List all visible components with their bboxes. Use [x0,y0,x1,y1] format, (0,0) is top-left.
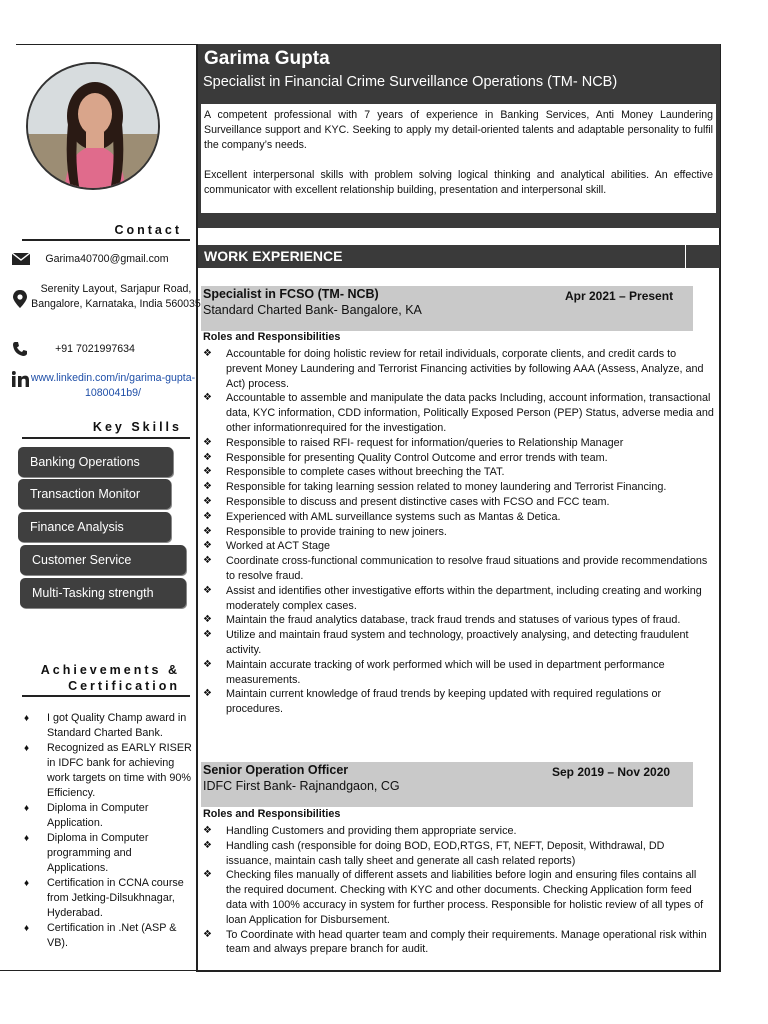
achievements-heading-line1: Achievements & [40,663,180,677]
skill-tag: Banking Operations [18,447,173,477]
list-item: ❖ Maintain accurate tracking of work performed which will be used in department performance measurements. [203,658,715,688]
list-item: ❖ Handling cash (responsible for doing BOD, EOD,RTGS, FT, NEFT, Deposit, Withdrawal, DD issuance, maintain cash tally sheet and generate all cash related reports) [203,839,711,869]
job-responsibilities [203,824,711,957]
list-item: ❖ Handling Customers and providing them appropriate service. [203,824,711,839]
list-item: ❖ Coordinate cross-functional communication to resolve fraud situations and provide recommendations to resolve fraud. [203,554,715,584]
achievement-item: ♦ Certification in .Net (ASP & VB). [20,921,192,951]
summary-paragraph: Excellent interpersonal skills with problem solving logical thinking and analytical abilities. An effective communicator with excellent relationship building, presentation and interpersonal skill. [204,169,713,196]
achievement-item: ♦ Diploma in Computer Application. [20,801,192,831]
contact-email-row [8,252,196,270]
bottom-rule [196,970,721,972]
linkedin-link[interactable]: www.linkedin.com/in/garima-gupta- 1080041b9/ [30,372,196,399]
key-skills-rule [22,437,190,439]
list-item: ❖ To Coordinate with head quarter team and comply their requirements. Manage operational risk within team and always prepare branch for audit. [203,928,711,958]
job-responsibilities [203,347,715,717]
achievements-heading [20,662,180,694]
achievement-item: ♦ Recognized as EARLY RISER in IDFC bank for achieving work targets on time with 90% Efficiency. [20,741,192,801]
list-item: ❖ Responsible for presenting Quality Control Outcome and error trends with team. [203,451,715,466]
list-item: ❖ Maintain current knowledge of fraud trends by keeping updated with required regulations or procedures. [203,687,715,717]
location-pin-icon [12,290,30,308]
summary-box [201,104,716,213]
contact-heading: Contact [114,223,182,237]
candidate-subtitle: Specialist in Financial Crime Surveillance Operations (TM- NCB) [203,74,618,90]
list-item: ❖ Experienced with AML surveillance systems such as Mantas & Detica. [203,510,715,525]
profile-photo [26,62,160,190]
job-company: IDFC First Bank- Rajnandgaon, CG [203,779,400,793]
contact-linkedin-row [8,371,196,403]
summary-paragraph: A competent professional with 7 years of experience in Banking Services, Anti Money Laundering Surveillance support and KYC. Seeking to apply my detail-oriented talents and adaptable personality to fulfil the company’s needs. [204,109,713,151]
skill-tag: Finance Analysis [18,512,171,542]
contact-phone-row [8,341,196,359]
skill-tag: Multi-Tasking strength [20,578,186,608]
achievement-item: ♦ I got Quality Champ award in Standard Charted Bank. [20,711,192,741]
list-item: ❖ Accountable to assemble and manipulate the data packs Including, account information, transactional data, KYC information, CDD information, Politically Exposed Person (PEP) Status, adverse media and other informationrequired for the investigation. [203,391,715,435]
work-experience-bar-end [686,245,720,268]
achievement-item: ♦ Certification in CCNA course from Jetking-Dilsukhnagar, Hyderabad. [20,876,192,921]
list-item: ❖ Utilize and maintain fraud system and technology, proactively analysing, and detecting fraudulent activity. [203,628,715,658]
job-title: Senior Operation Officer [203,763,349,777]
list-item: ❖ Assist and identifies other investigative efforts within the department, including creating and working moderately complex cases. [203,584,715,614]
job-title: Specialist in FCSO (TM- NCB) [203,287,379,301]
email-text[interactable]: Garima40700@gmail.com [45,253,169,265]
list-item: ❖ Responsible for taking learning session related to money laundering and Terrorist Financing. [203,480,715,495]
job-date: Apr 2021 – Present [565,289,674,303]
list-item: ❖ Checking files manually of different assets and liabilities before login and ensuring files contains all the required document. Checking with KYC and other documents. Checking Application form feed data with 100% accuracy in system for further process. Responsible for holistic review of all types of loan Application for Disbursement. [203,868,711,927]
job-company: Standard Charted Bank- Bangalore, KA [203,303,422,317]
achievements-list [20,711,192,951]
list-item: ❖ Responsible to complete cases without breeching the TAT. [203,465,715,480]
list-item: ❖ Maintain the fraud analytics database, track fraud trends and statuses of various types of fraud. [203,613,715,628]
achievements-rule [22,695,190,697]
candidate-name: Garima Gupta [204,48,330,69]
address-text: Serenity Layout, Sarjapur Road, Bangalore, Karnataka, India 560035 [31,283,201,310]
contact-rule [22,239,190,241]
phone-text: +91 7021997634 [55,343,135,355]
left-bottom-rule [0,970,198,971]
list-item: ❖ Responsible to discuss and present distinctive cases with FCSO and FCC team. [203,495,715,510]
skill-tag: Customer Service [20,545,186,575]
job-date: Sep 2019 – Nov 2020 [552,765,671,779]
roles-label: Roles and Responsibilities [203,808,341,820]
left-top-rule [16,44,198,45]
list-item: ❖ Worked at ACT Stage [203,539,715,554]
list-item: ❖ Accountable for doing holistic review for retail individuals, corporate clients, and credit cards to prevent Money Laundering and Terrorist Financing activities by following AAA (Assess, Analyze, and Act) process. [203,347,715,391]
list-item: ❖ Responsible to provide training to new joiners. [203,525,715,540]
phone-icon [12,341,30,359]
contact-address-row [8,282,201,328]
skill-tag: Transaction Monitor [18,479,171,509]
envelope-icon [12,252,30,270]
achievements-heading-line2: Certification [68,679,180,693]
achievement-item: ♦ Diploma in Computer programming and Applications. [20,831,192,876]
roles-label: Roles and Responsibilities [203,331,341,343]
work-experience-heading: WORK EXPERIENCE [198,245,685,268]
list-item: ❖ Responsible to raised RFI- request for information/queries to Relationship Manager [203,436,715,451]
key-skills-heading: Key Skills [92,420,182,434]
